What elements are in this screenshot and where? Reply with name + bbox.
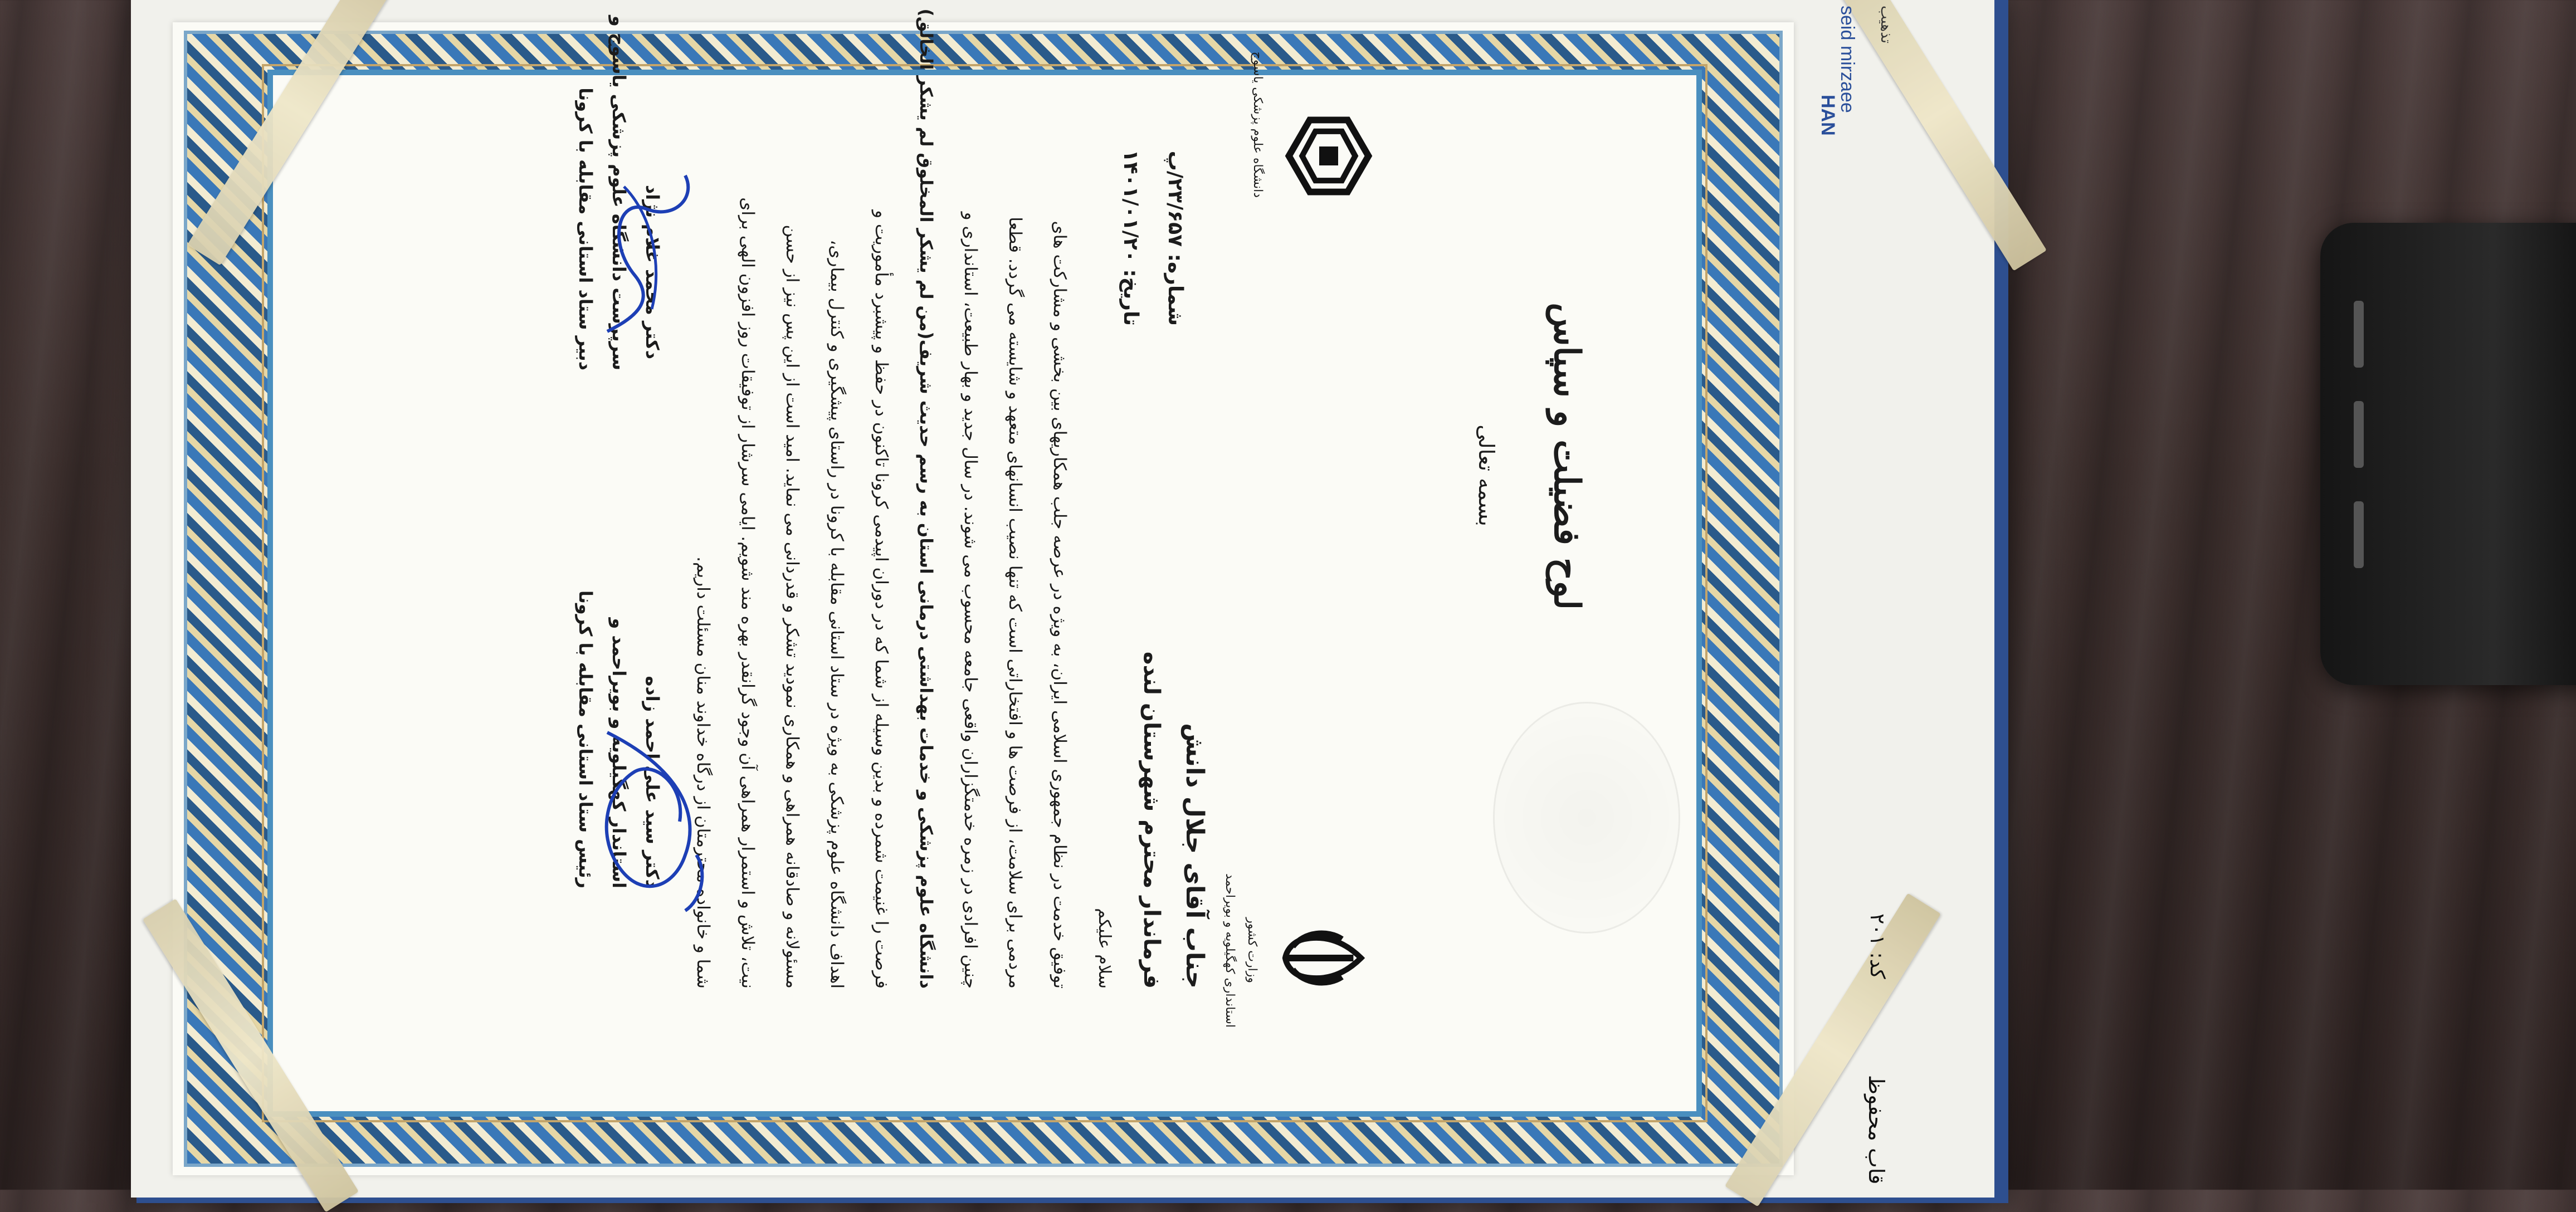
governorate-label: استانداری کهگیلویه و بویراحمد	[1223, 873, 1237, 1028]
body-line: فرصت را غنیمت شمرده و بدین وسیله از شما که در دوران اپیدمی کرونا تاکنون در حفظ و پیشبرد مأموریت و	[871, 210, 891, 989]
code-label: کد: ۲۰۱	[1866, 913, 1889, 979]
bottom-text: قاب محفوظ	[1864, 1075, 1889, 1185]
university-logo-caption: دانشگاه علوم پزشکی یاسوج	[1251, 51, 1265, 198]
folder-brand-sub	[1877, 6, 1894, 43]
brand-sub-text: تذهیب	[1877, 6, 1894, 43]
signature-left	[585, 164, 719, 343]
signer-right-title: استاندار کهگیلویه و بویراحمد و	[608, 618, 630, 888]
date-label: تاریخ: ۱۴۰۱/۰۱/۲۰	[1119, 149, 1142, 326]
brand-tag-text: HAN	[1817, 95, 1838, 136]
folder-code	[1866, 913, 1889, 979]
ministry-label: وزارت کشور	[1245, 917, 1259, 983]
body-line: چنین افرادی در زمره خدمتگزاران واقعی جامعه محسوب می شوند. در سال جدید و بهار طبیعت، استانداری و	[960, 212, 980, 989]
phone-camera-lens	[2354, 401, 2364, 468]
smartphone	[2320, 223, 2576, 685]
body-line: توفیق خدمت در نظام جمهوری اسلامی ایران، به ویژه در عرصه جلب همکاریهای بین بخشی و مشارکت های	[1050, 221, 1070, 989]
folder-brand	[1836, 6, 1858, 113]
body-line: مسئولانه و صادقانه همراهی و همکاری نمودید تشکر و قدردانی می نماید. امید است از این پس نیز از حسن	[782, 224, 802, 989]
phone-camera-lens	[2354, 301, 2364, 368]
signer-right-title: رئیس ستاد استانی مقابله با کرونا	[575, 590, 596, 888]
folder-bottom-text	[1864, 1075, 1889, 1184]
signer-left-title: دبیر ستاد استانی مقابله با کرونا	[575, 87, 596, 370]
signer-left-name: دکتر محمد غلام نژاد	[642, 184, 663, 359]
certificate-title: لوح فضیلت و سپاس	[1546, 302, 1588, 610]
folder-brand-tag	[1817, 95, 1838, 136]
greeting: سلام علیکم	[1095, 908, 1114, 989]
phone-camera-lens	[2354, 501, 2364, 568]
body-line: نیت، تلاش و استمرار همراهی آن وجود گرانقدر بهره مند شویم. ایامی سرشار از توفیقات روز افزون الهی برای	[738, 197, 758, 989]
signature-right	[579, 721, 719, 922]
brand-fragment: seid mirzaee	[1837, 6, 1858, 113]
signer-left-title: سرپرست دانشگاه علوم پزشکی یاسوج و	[608, 15, 630, 370]
body-line: دانشگاه علوم پزشکی و خدمات بهداشتی درمانی استان به رسم حدیث شریف(من لم یشکر المخلوق لم یشکر الخالق)	[916, 8, 936, 989]
body-line: اهداف دانشگاه علوم پزشکی به ویژه در ستاد استانی مقابله با کرونا در راستای پیشگیری و کنترل بیماری،	[827, 240, 847, 989]
recipient-title: فرماندار محترم شهرستان لنده	[1139, 651, 1164, 989]
recipient-name: جناب آقای جلال دانش	[1180, 723, 1209, 989]
certificate-content	[284, 8, 1699, 1100]
university-logo-icon	[1281, 109, 1376, 203]
number-label: شماره: ۲۳/۶۵۷/پ	[1164, 150, 1187, 326]
body-line: شما و خانواده محترمتان از درگاه خداوند منان مسئلت داریم.	[693, 556, 713, 989]
iran-emblem-icon	[1276, 911, 1370, 1005]
bismillah: بسمه تعالی	[1474, 424, 1499, 526]
body-line: مردمی برای سلامت، از فرصت ها و افتخاراتی است که تنها نصیب انسانهای متعهد و شایسته می گردد. قطعا	[1005, 217, 1025, 989]
signer-right-name: دکتر سید علی احمد زاده	[642, 676, 663, 888]
